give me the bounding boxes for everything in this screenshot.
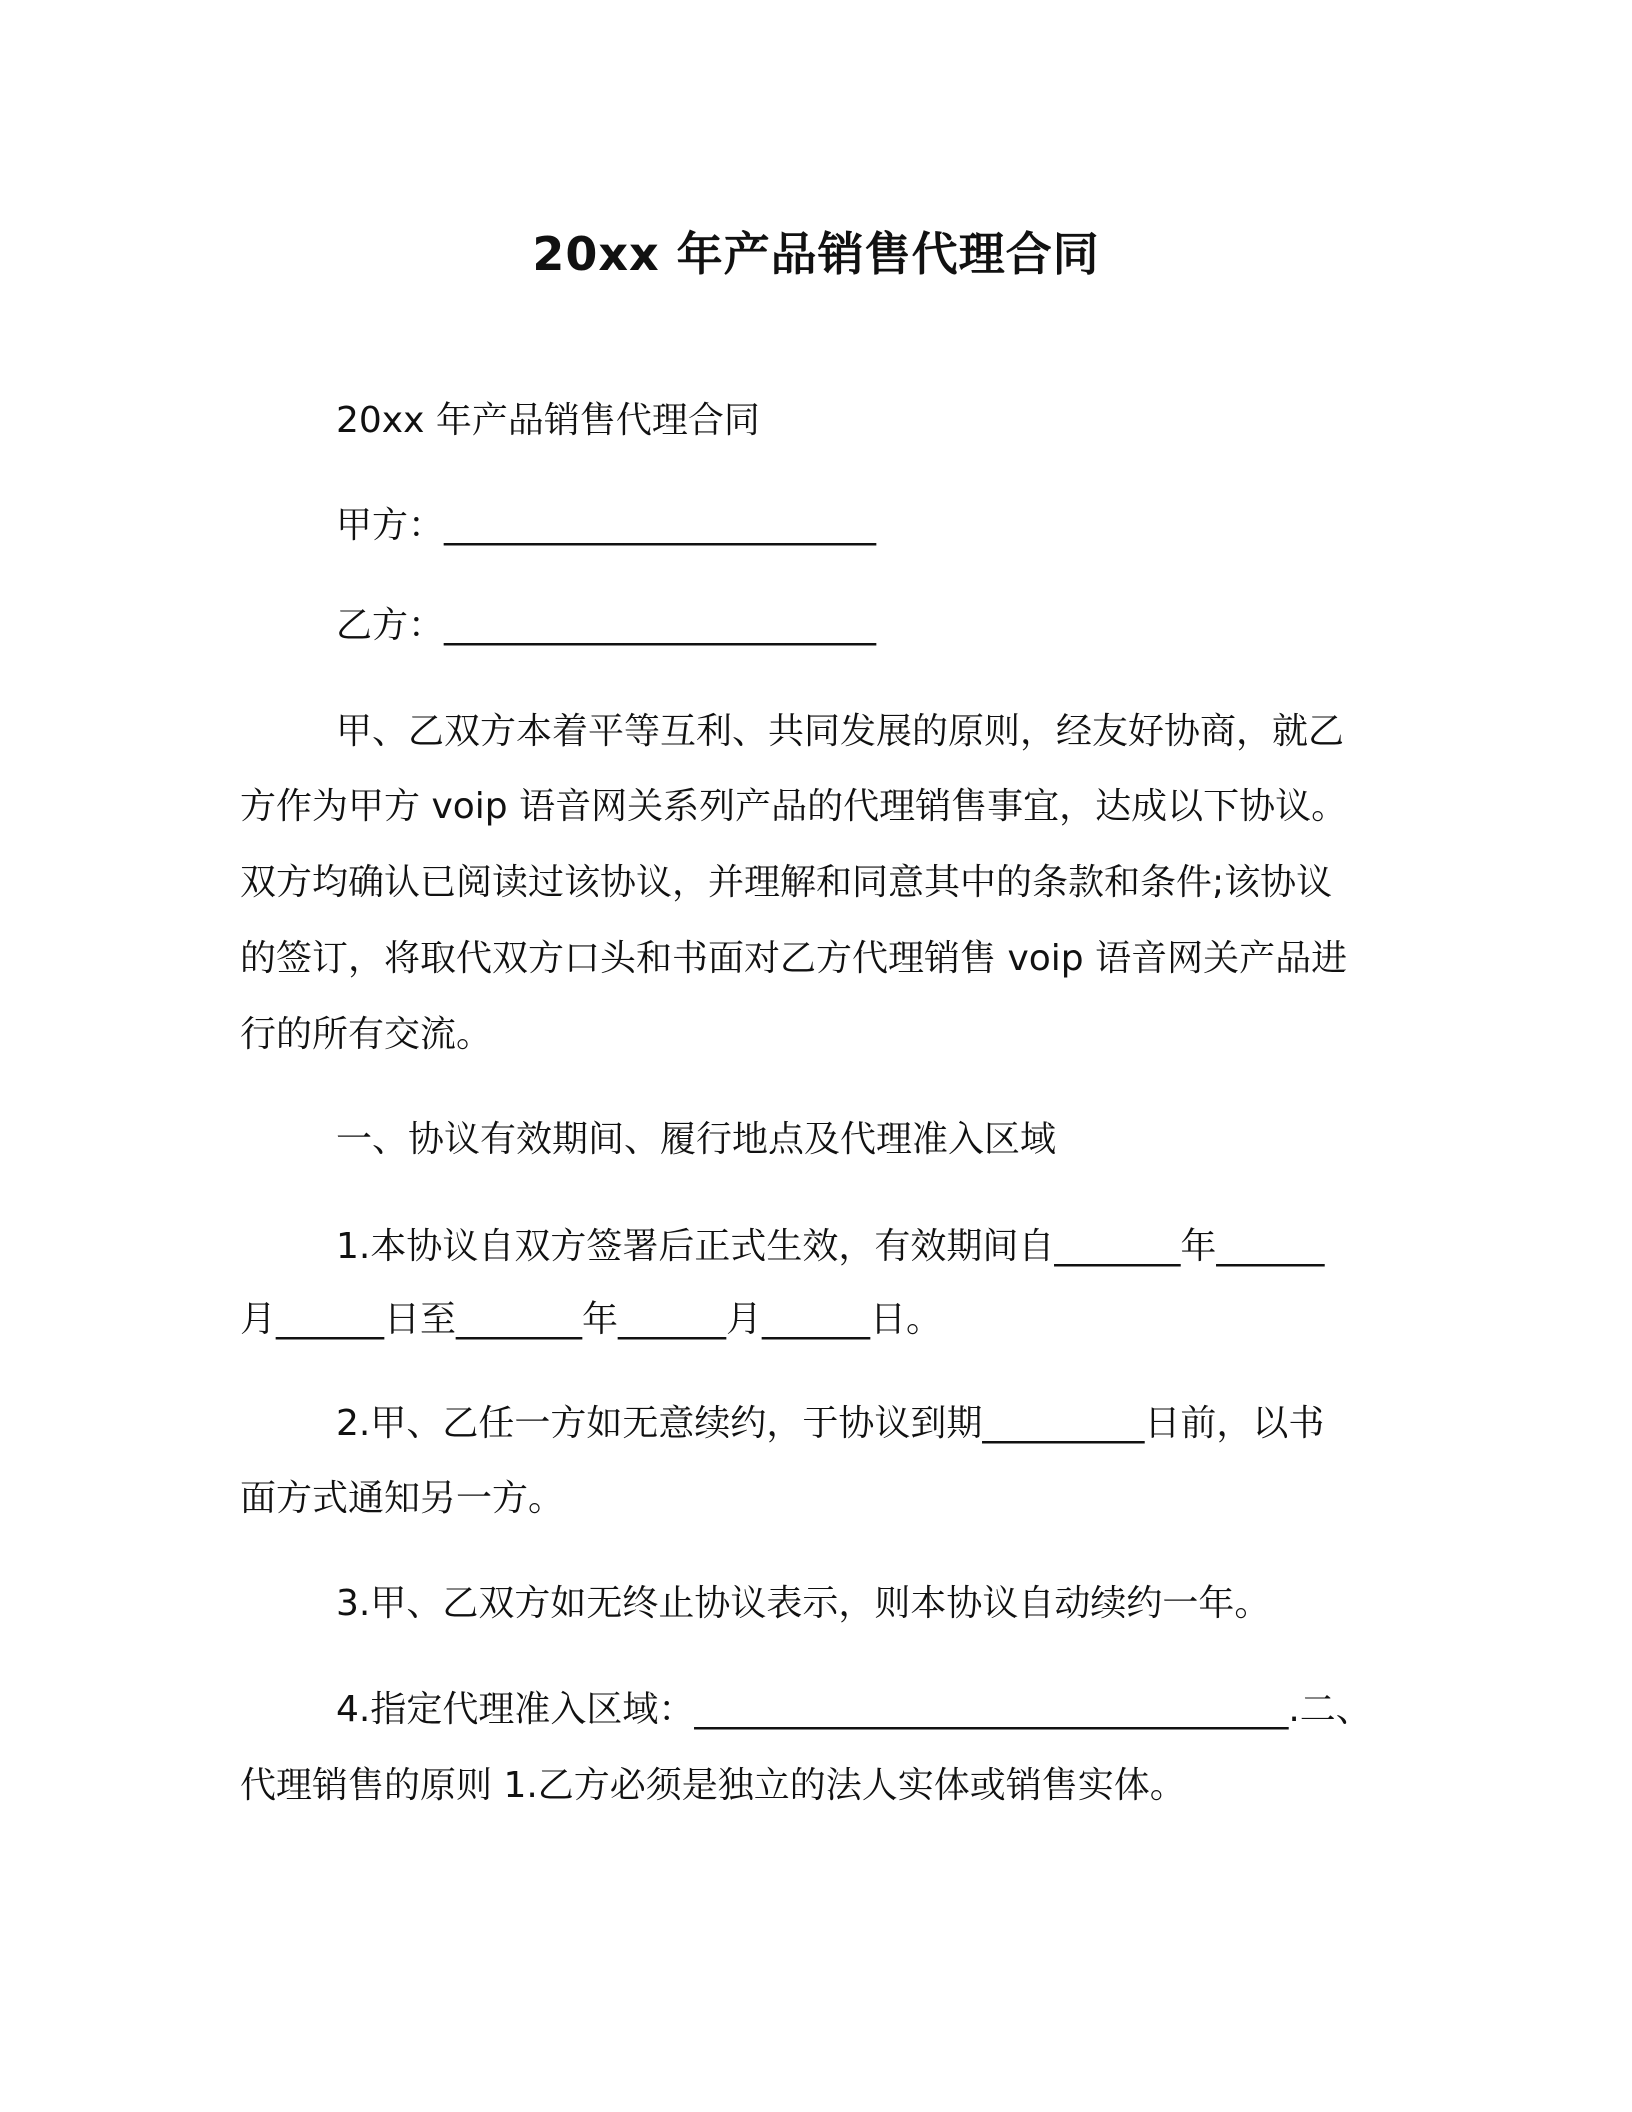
clause-4-line-2: 代理销售的原则 1.乙方必须是独立的法人实体或销售实体。 [240,1765,1186,1806]
clause-4-line-1: 4.指定代理准入区域：_________________________________.二、 [336,1689,1372,1730]
clause-2-line-1: 2.甲、乙任一方如无意续约，于协议到期_________日前，以书 [336,1403,1325,1444]
document-title: 20xx 年产品销售代理合同 [532,227,1100,281]
intro-line-1: 甲、乙双方本着平等互利、共同发展的原则，经友好协商，就乙 [336,711,1345,752]
clause-3: 3.甲、乙双方如无终止协议表示，则本协议自动续约一年。 [336,1583,1271,1624]
intro-line-5: 行的所有交流。 [240,1014,493,1055]
intro-line-4: 的签订，将取代双方口头和书面对乙方代理销售 voip 语音网关产品进 [240,938,1348,979]
intro-line-2: 方作为甲方 voip 语音网关系列产品的代理销售事宜，达成以下协议。 [240,786,1348,827]
clause-2-line-2: 面方式通知另一方。 [240,1478,565,1519]
party-a-line: 甲方：________________________ [336,505,877,546]
clause-1-line-2: 月______日至_______年______月______日。 [240,1299,942,1340]
clause-1-line-1: 1.本协议自双方签署后正式生效，有效期间自_______年______ [336,1226,1325,1267]
party-b-line: 乙方：________________________ [336,605,877,646]
section-1-heading: 一、协议有效期间、履行地点及代理准入区域 [336,1119,1057,1160]
intro-line-3: 双方均确认已阅读过该协议，并理解和同意其中的条款和条件;该协议 [240,862,1333,903]
subtitle: 20xx 年产品销售代理合同 [336,400,760,441]
